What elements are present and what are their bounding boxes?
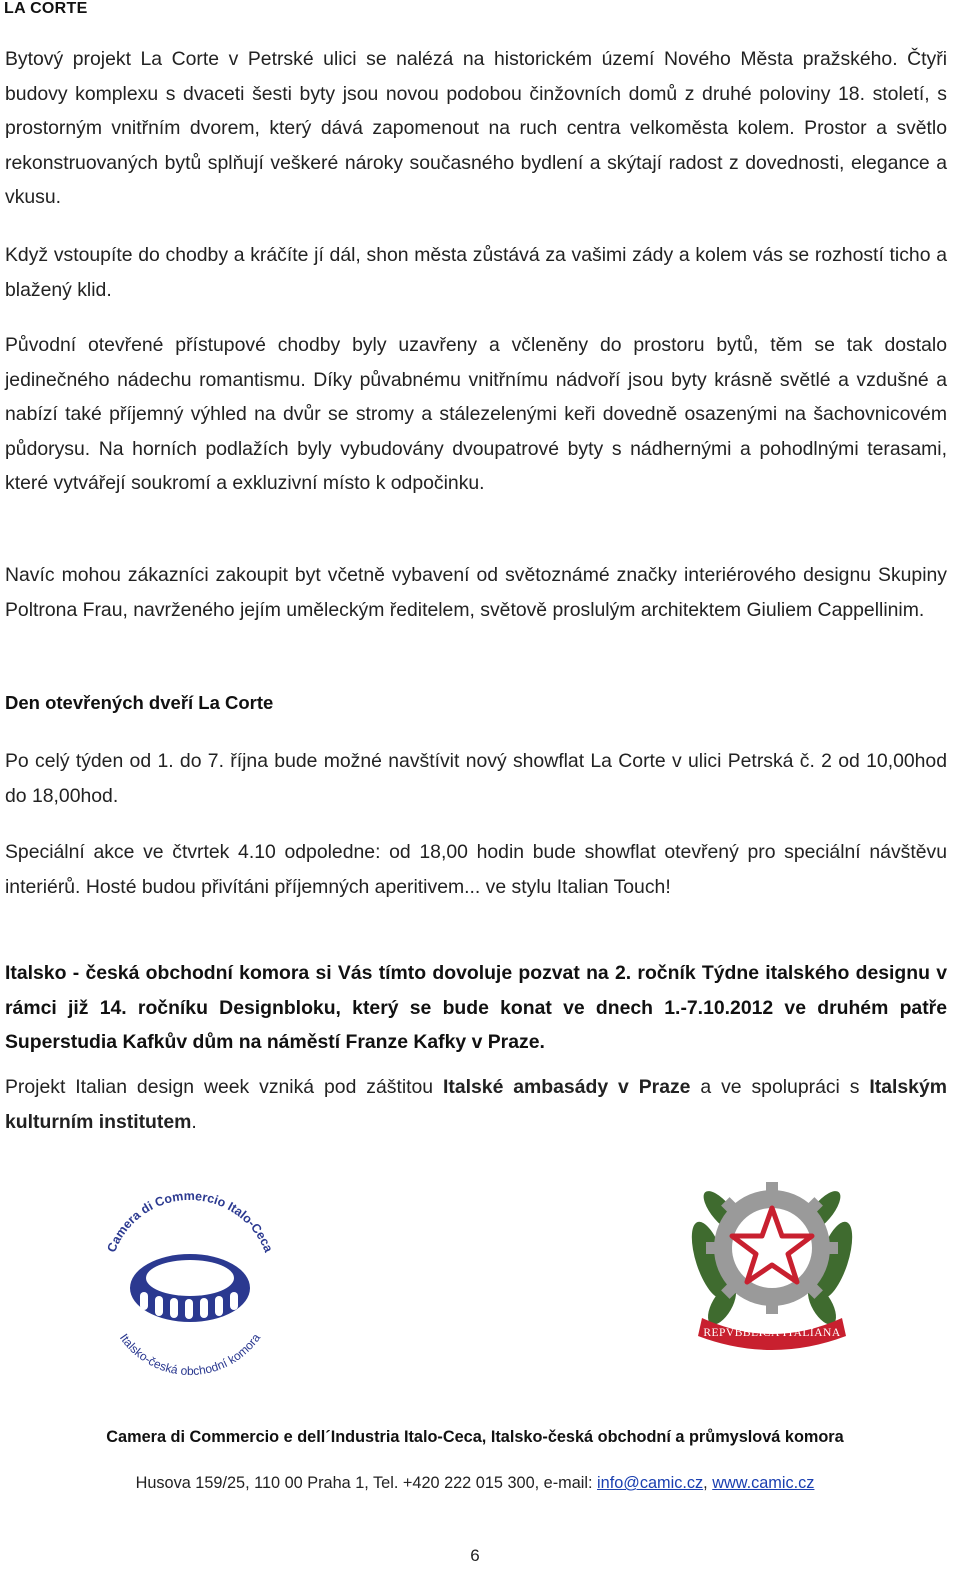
paragraph-invitation: Italsko - česká obchodní komora si Vás tímto dovoluje pozvat na 2. ročník Týdne italského designu v rámci již 14. ročníku Designbloku, který se bude konat ve dnech 1.-7.10.2012 ve druhém patře Superstudia Kafkův dům na náměstí Franze Kafky v Praze.	[5, 962, 947, 1053]
open-house-heading: Den otevřených dveří La Corte	[5, 692, 274, 713]
paragraph-apartments: Původní otevřené přístupové chodby byly uzavřeny a včleněny do prostoru bytů, těm se tak dostalo jedinečného nádechu romantismu. Díky půvabnému vnitřnímu nádvoří jsou byty krásně světlé a vzdušné a nabízí také příjemný výhled na dvůr se stromy a stálezelenými keři dovedně osazenými na šachovnicovém půdorysu. Na horních podlažích byly vybudovány dvoupatrové byty s nádhernými a pohodlnými terasami, které vytvářejí soukromí a exkluzivní místo k odpočinku.	[5, 334, 947, 494]
project-text-2: a ve spolupráci s	[690, 1076, 870, 1098]
document-title: LA CORTE	[4, 0, 88, 17]
email-link[interactable]: info@camic.cz	[597, 1474, 704, 1492]
italian-republic-emblem	[682, 1160, 862, 1350]
logo-left-top-text: Camera di Commercio Italo-Ceca	[104, 1188, 276, 1255]
emblem-ribbon-text: REPVBBLICA ITALIANA	[703, 1327, 841, 1339]
footer-separator: ,	[703, 1474, 713, 1492]
website-link[interactable]: www.camic.cz	[712, 1474, 815, 1492]
project-institute: Italským kulturním institutem	[5, 1076, 947, 1133]
paragraph-intro: Bytový projekt La Corte v Petrské ulici se nalézá na historickém území Nového Města pražského. Čtyři budovy komplexu s dvaceti šesti byty jsou novou podobou činžovních domů z druhé poloviny 18. století, s prostorným vnitřním dvorem, který dává zapomenout na ruch centra velkoměsta kolem. Prostor a světlo rekonstruovaných bytů splňují veškeré nároky současného bydlení a skýtají radost z dovednosti, elegance a vkusu.	[5, 48, 947, 208]
paragraph-corridor: Když vstoupíte do chodby a kráčíte jí dál, shon města zůstává za vašimi zády a kolem vás se rozhostí ticho a blažený klid.	[5, 244, 947, 301]
paragraph-open-house-dates: Po celý týden od 1. do 7. října bude možné navštívit nový showflat La Corte v ulici Petrská č. 2 od 10,00hod do 18,00hod.	[5, 750, 947, 807]
page-number: 6	[470, 1546, 480, 1565]
project-text-3: .	[191, 1110, 197, 1133]
project-embassy: Italské ambasády v Praze	[443, 1076, 691, 1098]
footer-address: Husova 159/25, 110 00 Praha 1, Tel. +420 222 015 300, e-mail:	[135, 1474, 598, 1492]
project-text-1: Projekt Italian design week vzniká pod záštitou	[5, 1076, 443, 1098]
logo-left-bottom-text: Italsko-česká obchodní komora	[116, 1330, 264, 1379]
footer-organization: Camera di Commercio e dell´Industria Italo-Ceca, Italsko-česká obchodní a průmyslová komora	[106, 1428, 844, 1446]
chamber-of-commerce-logo	[80, 1170, 300, 1390]
footer-contact	[0, 1474, 950, 1493]
paragraph-project	[5, 1070, 947, 1139]
paragraph-furnishing: Navíc mohou zákazníci zakoupit byt včetně vybavení od světoznámé značky interiérového designu Skupiny Poltrona Frau, navrženého jejím uměleckým ředitelem, světově proslulým architektem Giuliem Cappellinim.	[5, 564, 947, 621]
logos-area	[0, 1150, 960, 1400]
paragraph-special-event: Speciální akce ve čtvrtek 4.10 odpoledne: od 18,00 hodin bude showflat otevřený pro speciální návštěvu interiérů. Hosté budou přivítáni příjemných aperitivem... ve stylu Italian Touch!	[5, 841, 947, 898]
